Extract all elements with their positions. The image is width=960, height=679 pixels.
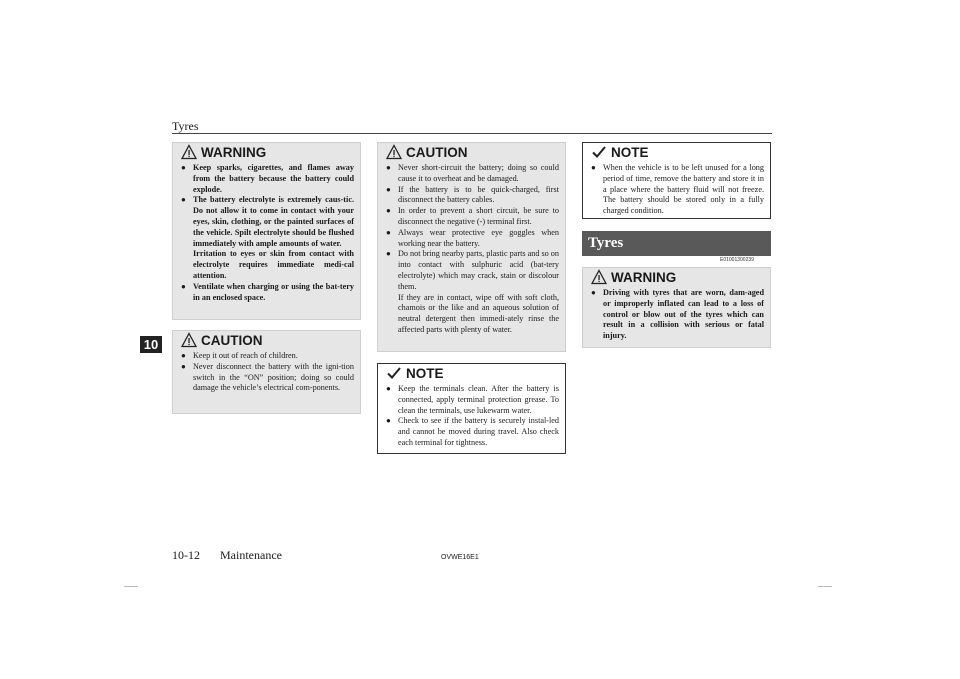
- note-check-icon: [591, 144, 607, 160]
- list-item: ● Never short-circuit the battery; doing so could cause it to overheat and be damaged.: [386, 163, 559, 183]
- running-header-title: Tyres: [172, 119, 199, 133]
- caution-box-middle: [377, 142, 566, 352]
- caution-triangle-icon: [181, 332, 197, 348]
- note-header: [378, 364, 565, 382]
- list-item: ● When the vehicle is to be left unused for a long period of time, remove the battery and store it in a place where the battery fluid will not freeze. The battery should be stored only in a fully charged condition.: [591, 163, 764, 216]
- footer-section-name: Maintenance: [220, 548, 282, 562]
- list-item: ● Check to see if the battery is securely instal-led and cannot be moved during travel. Also check each terminal for tightness.: [386, 416, 559, 447]
- list-item: ● Ventilate when charging or using the bat-tery in an enclosed space.: [181, 281, 354, 302]
- section-heading-tyres: Tyres: [582, 231, 771, 256]
- list-item: ● Driving with tyres that are worn, dam-aged or improperly inflated can lead to a loss of control or blow out of the tyres which can result in a collision with serious or fatal injury.: [591, 288, 764, 341]
- list-item: ● Keep sparks, cigarettes, and flames away from the battery because the battery could explode.: [181, 163, 354, 194]
- caution-list: [173, 349, 360, 400]
- list-item: ● Always wear protective eye goggles when working near the battery.: [386, 227, 559, 248]
- list-item-continuation: Irritation to eyes or skin from contact with electrolyte requires immediate medi-cal attention.: [193, 249, 354, 280]
- caution-header: [378, 143, 565, 161]
- caution-title: CAUTION: [201, 332, 263, 348]
- list-item: ● Never disconnect the battery with the igni-tion switch in the “ON” position; doing so could damage the vehicle’s electrical com-ponents.: [181, 361, 354, 393]
- footer-doc-code: OVWE16E1: [441, 554, 479, 561]
- caution-title: CAUTION: [406, 144, 468, 160]
- crop-mark: [124, 586, 138, 587]
- note-list: [583, 161, 770, 223]
- list-item: ● Do not bring nearby parts, plastic parts and so on into contact with sulphuric acid (bat-tery electrolyte) which may crack, stain or discolour them. If they are in contact, wipe off with soft cloth, chamois or the like and an aqueous solution of neutral detergent then immedi-ately rinse the affected parts with plenty of water.: [386, 249, 559, 334]
- list-item: ● Keep the terminals clean. After the battery is connected, apply terminal protection grease. To clean the terminals, use lukewarm water.: [386, 384, 559, 415]
- warning-header: [583, 268, 770, 286]
- list-item: ● The battery electrolyte is extremely caus-tic. Do not allow it to come in contact with your eyes, skin, clothing, or the painted surfaces of the vehicle. Spilt electrolyte should be flushed immediately with ample amounts of water. Irritation to eyes or skin from contact with electrolyte requires immediate medi-cal attention.: [181, 195, 354, 280]
- list-item: ● If the battery is to be quick-charged, first disconnect the battery cables.: [386, 184, 559, 205]
- warning-box-right: [582, 267, 771, 348]
- caution-triangle-icon: [386, 144, 402, 160]
- caution-box-left: [172, 330, 361, 414]
- list-item: ● In order to prevent a short circuit, be sure to disconnect the negative (-) terminal first.: [386, 206, 559, 226]
- warning-title: WARNING: [611, 269, 677, 285]
- crop-mark: [818, 586, 832, 587]
- list-item-continuation: If they are in contact, wipe off with soft cloth, chamois or the like and an aqueous solution of neutral detergent then immedi-ately rinse the affected parts with plenty of water.: [398, 292, 559, 334]
- caution-list: [378, 161, 565, 342]
- note-title: NOTE: [406, 365, 444, 381]
- section-code: E01001300239: [720, 257, 754, 263]
- note-title: NOTE: [611, 144, 649, 160]
- note-header: [583, 143, 770, 161]
- page-number: 10-12: [172, 548, 200, 562]
- warning-header: [173, 143, 360, 161]
- warning-list: [583, 286, 770, 348]
- warning-list: [173, 161, 360, 309]
- warning-box-left: [172, 142, 361, 320]
- chapter-tab: 10: [140, 336, 162, 353]
- header-rule: [172, 133, 772, 134]
- list-item: ● Keep it out of reach of children.: [181, 351, 298, 360]
- warning-triangle-icon: [591, 269, 607, 285]
- note-box-right: [582, 142, 771, 219]
- note-check-icon: [386, 365, 402, 381]
- warning-triangle-icon: [181, 144, 197, 160]
- warning-title: WARNING: [201, 144, 267, 160]
- caution-header: [173, 331, 360, 349]
- note-box-middle: [377, 363, 566, 454]
- note-list: [378, 382, 565, 455]
